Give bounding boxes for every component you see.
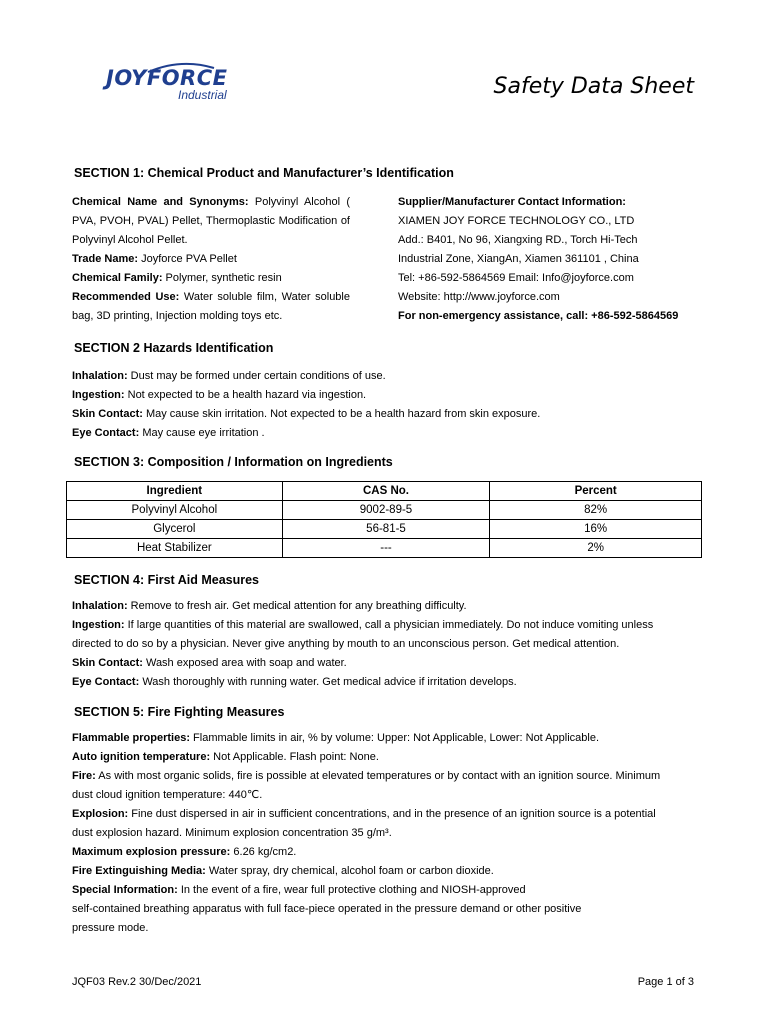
fire-general-cont: dust cloud ignition temperature: 440℃. [72,789,263,801]
table-row [67,501,702,520]
hazard-ingestion: Ingestion: Not expected to be a health hazard via ingestion. [72,389,367,401]
table-row [67,539,702,558]
fire-max-pressure: Maximum explosion pressure: 6.26 kg/cm2. [72,846,297,858]
table-cell: 82% [490,501,702,520]
table-cell: Heat Stabilizer [67,539,283,558]
supplier-label: Supplier/Manufacturer Contact Information: [398,196,626,208]
table-cell: 9002-89-5 [282,501,490,520]
tel-email: Tel: +86-592-5864569 Email: Info@joyforce.com [398,272,634,284]
fire-special-info-cont: pressure mode. [72,922,149,934]
table-cell: 16% [490,520,702,539]
fire-flammable-properties: Flammable properties: Flammable limits in air, % by volume: Upper: Not Applicable, Lower: Not Applicable. [72,732,600,744]
fire-special-info-cont: self-contained breathing apparatus with full face-piece operated in the pressure demand or other positive [72,903,582,915]
chemical-family-entry: Chemical Family: Polymer, synthetic resin [72,272,282,284]
table-header-row [67,482,702,501]
section3-title: SECTION 3: Composition / Information on Ingredients [74,455,393,469]
emergency-contact: For non-emergency assistance, call: +86-592-5864569 [398,310,679,322]
trade-name-entry: Trade Name: Joyforce PVA Pellet [72,253,237,265]
document-title: Safety Data Sheet [493,74,694,99]
page-number: Page 1 of 3 [637,976,694,988]
logo-subtitle: Industrial [178,88,227,102]
hazard-skin-contact: Skin Contact: May cause skin irritation. Not expected to be a health hazard from skin exposure. [72,408,541,420]
document-revision: JQF03 Rev.2 30/Dec/2021 [72,976,202,988]
column-header: Ingredient [67,482,283,501]
logo-wordmark: JOYFORCE [106,66,228,90]
first-aid-skin-contact: Skin Contact: Wash exposed area with soap and water. [72,657,347,669]
fire-extinguishing-media: Fire Extinguishing Media: Water spray, dry chemical, alcohol foam or carbon dioxide. [72,865,494,877]
fire-explosion-cont: dust explosion hazard. Minimum explosion concentration 35 g/m³. [72,827,392,839]
recommended-use-entry: Recommended Use: Water soluble film, Water soluble bag, 3D printing, Injection molding toys etc. [72,291,350,322]
address-line-1: Add.: B401, No 96, Xiangxing RD., Torch Hi-Tech [398,234,638,246]
table-cell: 56-81-5 [282,520,490,539]
section5-title: SECTION 5: Fire Fighting Measures [74,705,285,719]
company-name: XIAMEN JOY FORCE TECHNOLOGY CO., LTD [398,215,635,227]
fire-explosion: Explosion: Fine dust dispersed in air in sufficient concentrations, and in the presence of an ignition source is a potential [72,808,656,820]
ingredients-table [66,481,702,558]
table-cell: --- [282,539,490,558]
first-aid-eye-contact: Eye Contact: Wash thoroughly with running water. Get medical advice if irritation develops. [72,676,517,688]
fire-autoignition: Auto ignition temperature: Not Applicable. Flash point: None. [72,751,379,763]
table-cell: Glycerol [67,520,283,539]
first-aid-ingestion-cont: directed to do so by a physician. Never give anything by mouth to an unconscious person. Get medical attention. [72,638,620,650]
column-header: Percent [490,482,702,501]
address-line-2: Industrial Zone, XiangAn, Xiamen 361101 , China [398,253,639,265]
table-row [67,520,702,539]
section2-title: SECTION 2 Hazards Identification [74,341,274,355]
fire-special-info: Special Information: In the event of a fire, wear full protective clothing and NIOSH-approved [72,884,526,896]
table-cell: Polyvinyl Alcohol [67,501,283,520]
first-aid-ingestion: Ingestion: If large quantities of this material are swallowed, call a physician immediately. Do not induce vomiting unless [72,619,654,631]
column-header: CAS No. [282,482,490,501]
section1-identification [72,193,350,326]
company-logo [106,62,246,112]
section1-title: SECTION 1: Chemical Product and Manufacturer’s Identification [74,166,454,180]
first-aid-inhalation: Inhalation: Remove to fresh air. Get medical attention for any breathing difficulty. [72,600,467,612]
chemical-name-entry: Chemical Name and Synonyms: Polyvinyl Alcohol ( PVA, PVOH, PVAL) Pellet, Thermoplastic Modification of Polyvinyl Alcohol Pellet. [72,196,351,246]
website: Website: http://www.joyforce.com [398,291,560,303]
hazard-inhalation: Inhalation: Dust may be formed under certain conditions of use. [72,370,386,382]
table-cell: 2% [490,539,702,558]
fire-general: Fire: As with most organic solids, fire is possible at elevated temperatures or by contact with an ignition source. Minimum [72,770,661,782]
section4-title: SECTION 4: First Aid Measures [74,573,259,587]
hazard-eye-contact: Eye Contact: May cause eye irritation . [72,427,265,439]
section1-supplier [398,193,708,326]
